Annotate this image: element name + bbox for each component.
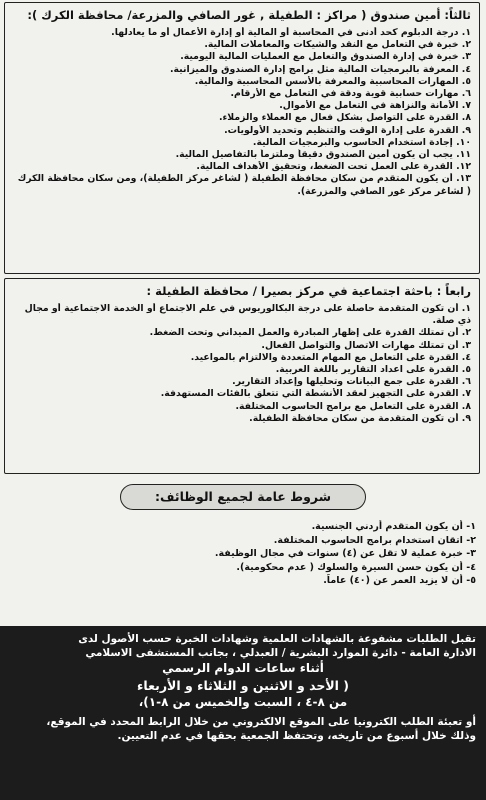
list-item: ٥. القدرة على اعداد التقارير باللغة العربية. — [275, 364, 471, 376]
office-times: من ٨-٤ ، السبت والخميس من ٨-١)، — [138, 695, 348, 709]
instructions-line: وذلك خلال أسبوع من تاريخه، وتحتفظ الجمعية بحقها في عدم التعيين. — [117, 730, 476, 742]
list-item: ٧. القدرة على التجهيز لعقد الأنشطة التي تتعلق بالفئات المستهدفة. — [160, 388, 471, 400]
list-item: ٦. القدرة على جمع البيانات وتحليلها وإعداد التقارير. — [232, 376, 471, 388]
list-item: ٦. مهارات حسابية قوية ودقة في التعامل مع الأرقام. — [230, 88, 471, 100]
list-item: ٣- خبرة عملية لا تقل عن (٤) سنوات في مجال الوظيفة. — [214, 548, 476, 559]
office-days: ( الأحد و الاثنين و الثلاثاء و الأربعاء — [136, 678, 350, 693]
list-item: ١٢. القدرة على العمل تحت الضغط، وتحقيق الأهداف المالية. — [196, 161, 471, 173]
general-conditions-title: شروط عامة لجميع الوظائف: — [120, 484, 366, 510]
list-item: ٧. الأمانة والنزاهة في التعامل مع الأموال. — [279, 100, 471, 112]
instructions-line: تقبل الطلبات مشفوعة بالشهادات العلمية وشهادات الخبرة حسب الأصول لدى — [78, 633, 476, 645]
list-item: ١- أن يكون المتقدم أردني الجنسية. — [311, 521, 476, 532]
list-item: ١٣. أن يكون المتقدم من سكان محافظة الطفيلة ( لشاغر مركز الطفيلة)، ومن سكان محافظة الكرك ( لشاغر مركز غور الصافي والمزرعة). — [17, 173, 471, 197]
list-item: ١. أن تكون المتقدمة حاصلة على درجة البكالوريوس في علم الاجتماع أو الخدمة الاجتماعية أو مجال ذي صلة. — [24, 303, 471, 327]
list-item: ٢. أن تمتلك القدرة على إظهار المبادرة والعمل الميداني وتحت الضغط. — [149, 327, 471, 339]
list-item: ١. درجة الدبلوم كحد أدنى في المحاسبة أو المالية أو إدارة الأعمال أو ما يعادلها. — [111, 27, 471, 38]
section-social-researcher — [4, 278, 480, 474]
list-item: ٥. المهارات المحاسبية والمعرفة بالأسس المحاسبية والمالية. — [194, 75, 471, 87]
list-item: ٤- أن يكون حسن السيرة والسلوك ( عدم محكومية). — [236, 561, 476, 573]
list-item: ٢. خبرة في التعامل مع النقد والشيكات والمعاملات المالية. — [204, 39, 471, 51]
general-conditions — [0, 476, 486, 624]
list-item: ٣. خبرة في إدارة الصندوق والتعامل مع العمليات المالية اليومية. — [180, 51, 471, 63]
list-item: ٣. أن تمتلك مهارات الاتصال والتواصل الفعال. — [261, 339, 471, 351]
list-item: ٩. أن تكون المتقدمة من سكان محافظة الطفيلة. — [249, 412, 471, 424]
section-cashier-title: ثالثاً: أمين صندوق ( مراكز : الطفيلة , غور الصافي والمزرعة/ محافظة الكرك ): — [27, 8, 471, 22]
list-item: ١٠. إجادة استخدام الحاسوب والبرمجيات المالية. — [252, 136, 471, 148]
list-item: ١١. يجب أن يكون أمين الصندوق دقيقاً وملتزماً بالتفاصيل المالية. — [175, 149, 471, 161]
office-hours-heading: أثناء ساعات الدوام الرسمي — [162, 661, 324, 675]
section-social-researcher-title: رابعاً : باحثة اجتماعية في مركز بصيرا / محافظة الطفيلة : — [146, 284, 471, 298]
list-item: ٥- أن لا يزيد العمر عن (٤٠) عاماً. — [323, 575, 476, 586]
list-item: ٨. القدرة على التواصل بشكل فعال مع العملاء والزملاء. — [219, 112, 471, 124]
list-item: ٢- اتقان استخدام برامج الحاسوب المختلفة. — [273, 534, 476, 546]
list-item: ٤. القدرة على التعامل مع المهام المتعددة والالتزام بالمواعيد. — [190, 351, 471, 363]
application-instructions — [0, 626, 486, 800]
section-cashier — [4, 2, 480, 274]
instructions-line: أو تعبئة الطلب الكترونيا على الموقع الالكتروني من خلال الرابط المحدد في الموقع، — [46, 716, 476, 728]
list-item: ٩. القدرة على إدارة الوقت والتنظيم وتحديد الأولويات. — [224, 124, 471, 136]
list-item: ٤. المعرفة بالبرمجيات المالية مثل برامج إدارة الصندوق والميزانية. — [170, 63, 471, 75]
section-cashier-list — [13, 27, 471, 198]
section-social-researcher-list — [13, 303, 471, 425]
general-conditions-list — [116, 520, 476, 588]
instructions-line: الادارة العامة - دائرة الموارد البشرية / العبدلي ، بجانب المستشفى الاسلامي — [85, 647, 476, 659]
list-item: ٨. القدرة على التعامل مع برامج الحاسوب المختلفة. — [235, 400, 471, 412]
